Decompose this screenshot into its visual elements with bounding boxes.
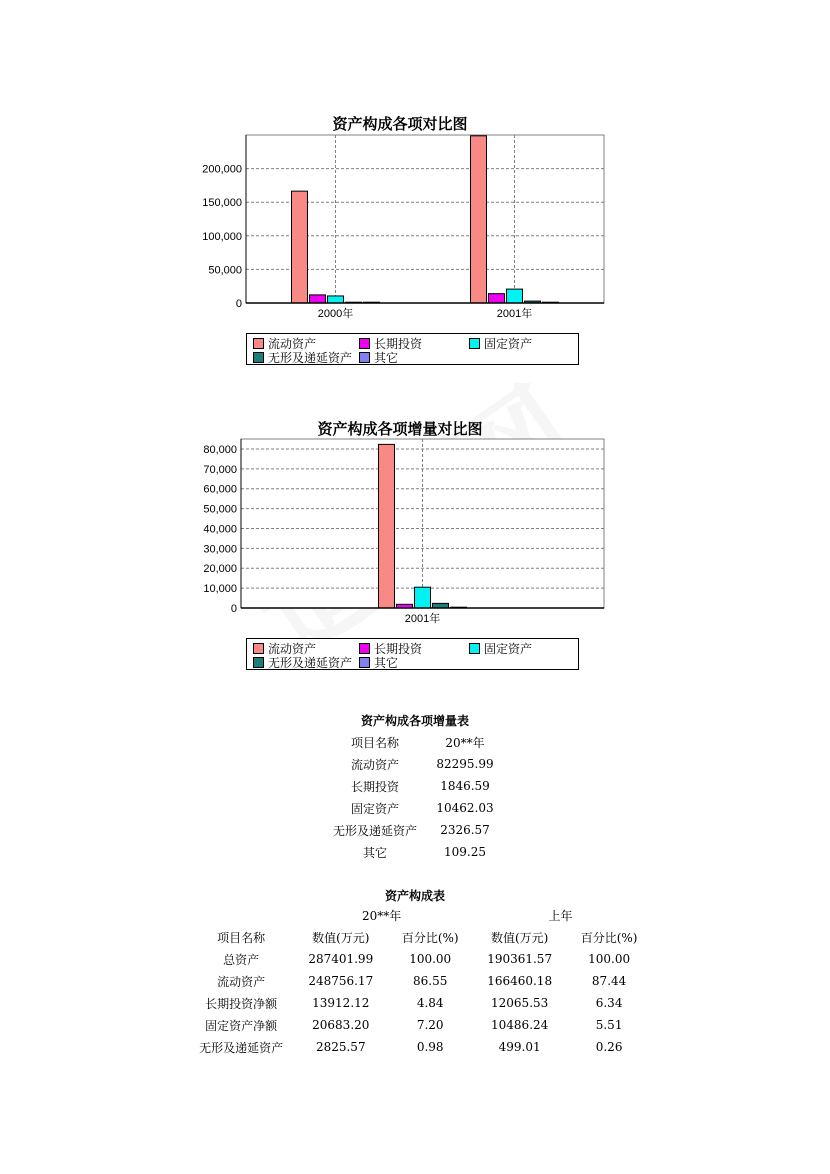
table-cell: 长期投资净额 (205, 996, 278, 1011)
table-cell: 固定资产净额 (205, 1018, 278, 1033)
table-cell: 5.51 (595, 1018, 623, 1032)
bar-长期投资 (310, 295, 326, 303)
table-cell: 10486.24 (491, 1018, 549, 1032)
table2-group-header-cell: 上年 (548, 908, 573, 923)
y-tick-label: 100,000 (202, 230, 242, 243)
table1-header-cell: 20**年 (445, 735, 485, 750)
bar-长期投资 (489, 294, 505, 303)
table-cell: 287401.99 (308, 952, 374, 966)
table1-header-cell: 项目名称 (350, 735, 399, 750)
table-cell: 12065.53 (491, 996, 549, 1010)
table-cell: 0.26 (595, 1040, 623, 1054)
legend-swatch (359, 643, 370, 654)
bar-固定资产 (328, 296, 344, 303)
y-tick-label: 70,000 (203, 463, 237, 476)
legend-swatch (253, 338, 264, 349)
table-cell: 20683.20 (312, 1018, 370, 1032)
table-cell: 2326.57 (440, 823, 490, 837)
table-cell: 109.25 (444, 845, 486, 859)
table-cell: 100.00 (588, 952, 631, 966)
table2-header-cell: 数值(万元) (490, 930, 549, 945)
chart2-legend (246, 638, 579, 670)
bar-固定资产 (507, 289, 523, 303)
legend-item (253, 654, 352, 671)
table1-title: 资产构成各项增量表 (360, 714, 469, 728)
x-tick-label: 2001年 (404, 613, 441, 625)
table-cell: 固定资产 (350, 801, 399, 816)
y-tick-label: 50,000 (208, 264, 242, 277)
legend-swatch (253, 657, 264, 668)
legend-item (359, 349, 398, 366)
table2-header-row (190, 926, 650, 948)
legend-label: 其它 (374, 656, 399, 670)
legend-item (469, 335, 532, 352)
table-row (190, 1036, 650, 1058)
table-row (325, 753, 505, 775)
table-cell: 10462.03 (436, 801, 494, 815)
table-cell: 7.20 (416, 1018, 444, 1032)
y-tick-label: 0 (235, 298, 242, 310)
legend-swatch (253, 643, 264, 654)
table-cell: 86.55 (413, 974, 448, 988)
legend-item (359, 654, 398, 671)
table-cell: 1846.59 (440, 779, 490, 793)
table-row (325, 841, 505, 863)
y-tick-label: 40,000 (203, 523, 237, 536)
legend-label: 长期投资 (374, 642, 423, 656)
table-cell: 499.01 (498, 1040, 541, 1054)
chart1-title: 资产构成各项对比图 (332, 115, 468, 133)
table-cell: 87.44 (591, 974, 627, 988)
bar-流动资产 (292, 191, 308, 303)
table2-title: 资产构成表 (384, 889, 445, 903)
bar-流动资产 (471, 136, 487, 303)
table2-header-cell: 百分比(%) (580, 930, 638, 945)
legend-swatch (359, 338, 370, 349)
y-tick-label: 10,000 (203, 583, 237, 596)
table1 (325, 731, 505, 863)
legend-label: 长期投资 (374, 337, 423, 351)
table-cell: 总资产 (223, 952, 260, 967)
table-row (190, 948, 650, 970)
table2-header-cell: 数值(万元) (312, 930, 370, 945)
legend-item (253, 349, 352, 366)
table-cell: 4.84 (416, 996, 444, 1010)
table-row (190, 970, 650, 992)
legend-label: 固定资产 (484, 642, 533, 656)
y-tick-label: 200,000 (202, 163, 242, 176)
table-row (325, 797, 505, 819)
table-cell: 6.34 (595, 996, 623, 1010)
y-tick-label: 60,000 (203, 483, 237, 496)
table2-group-header-cell: 20**年 (362, 908, 402, 923)
y-tick-label: 0 (230, 603, 237, 615)
legend-label: 固定资产 (484, 337, 533, 351)
chart2-plot (185, 435, 605, 635)
table-cell: 流动资产 (350, 757, 399, 772)
y-tick-label: 30,000 (203, 543, 237, 556)
table-cell: 13912.12 (312, 996, 370, 1010)
chart1-legend (246, 333, 579, 365)
table-cell: 其它 (362, 845, 387, 860)
table-cell: 流动资产 (217, 974, 266, 989)
table-cell: 长期投资 (350, 779, 399, 794)
table-cell: 100.00 (409, 952, 452, 966)
chart1-plot (185, 130, 605, 330)
table-cell: 82295.99 (436, 757, 494, 771)
legend-label: 无形及递延资产 (268, 656, 353, 670)
legend-label: 其它 (374, 351, 399, 365)
y-tick-label: 20,000 (203, 563, 237, 576)
legend-label: 流动资产 (268, 337, 317, 351)
table-cell: 248756.17 (308, 974, 374, 988)
table-row (190, 1014, 650, 1036)
table-row (325, 819, 505, 841)
legend-swatch (359, 657, 370, 668)
y-tick-label: 80,000 (203, 443, 237, 456)
legend-label: 流动资产 (268, 642, 317, 656)
table-cell: 190361.57 (487, 952, 553, 966)
bar-固定资产 (415, 587, 431, 608)
table1-header-row (325, 731, 505, 753)
table-row (325, 775, 505, 797)
table-cell: 0.98 (416, 1040, 444, 1054)
table2-header-cell: 百分比(%) (401, 930, 459, 945)
legend-swatch (253, 352, 264, 363)
legend-swatch (359, 352, 370, 363)
table2 (190, 904, 650, 1058)
legend-swatch (469, 338, 480, 349)
table-row (190, 992, 650, 1014)
legend-label: 无形及递延资产 (268, 351, 353, 365)
x-tick-label: 2000年 (317, 308, 354, 320)
table2-header-cell: 项目名称 (217, 930, 266, 945)
y-tick-label: 50,000 (203, 503, 237, 516)
table2-group-header-row (190, 904, 650, 926)
table2-empty-cell (190, 904, 292, 926)
table-cell: 无形及递延资产 (199, 1040, 284, 1055)
table-cell: 166460.18 (487, 974, 553, 988)
chart2-title: 资产构成各项增量对比图 (317, 420, 483, 438)
legend-swatch (469, 643, 480, 654)
y-tick-label: 150,000 (202, 197, 242, 210)
table-cell: 无形及递延资产 (332, 823, 417, 838)
bar-流动资产 (379, 444, 395, 608)
legend-item (469, 640, 532, 657)
table-cell: 2825.57 (315, 1040, 366, 1054)
x-tick-label: 2001年 (496, 308, 533, 320)
